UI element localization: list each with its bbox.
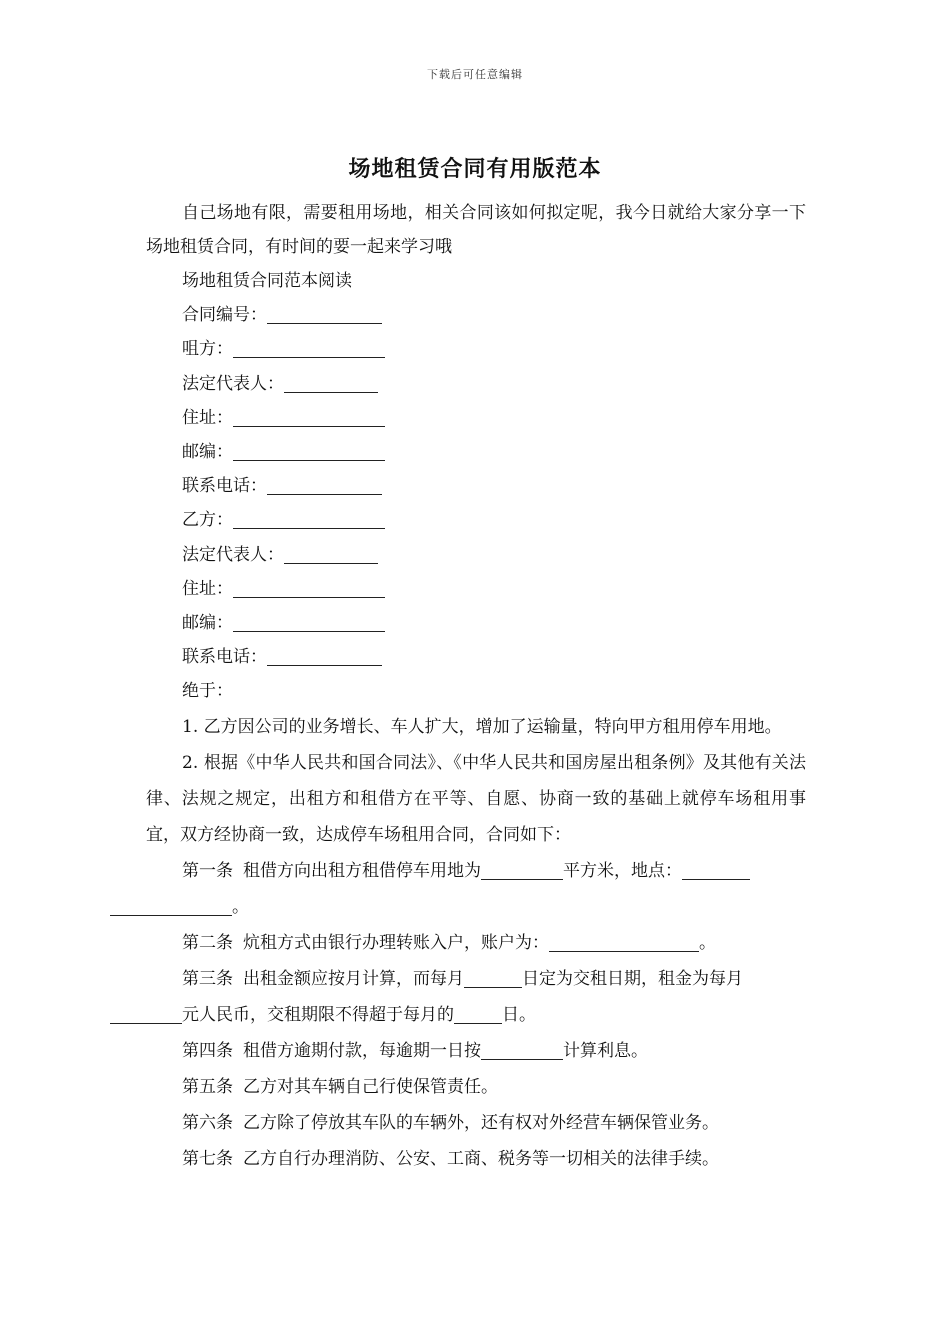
article-5-text: 乙方对其车辆自己行使保管责任。 [243, 1076, 498, 1097]
article-3 [146, 961, 806, 1033]
article-5-number: 第五条 [182, 1076, 233, 1097]
field-label: 咀方： [182, 339, 233, 360]
article-2-number: 第二条 [182, 932, 233, 953]
field-row [146, 640, 806, 674]
paragraph-1: 1. 乙方因公司的业务增长、车人扩大，增加了运输量，特向甲方租用停车用地。 [182, 716, 782, 737]
intro-paragraph: 自己场地有限，需要租用场地，相关合同该如何拟定呢，我今日就给大家分享一下场地租赁合同，有时间的要一起来学习哦 [146, 203, 806, 257]
article-5 [146, 1069, 806, 1105]
field-row [146, 572, 806, 606]
field-label: 合同编号： [182, 305, 267, 326]
field-row [146, 401, 806, 435]
article-2-text-a: 炕租方式由银行办理转账入户，账户为： [243, 932, 549, 953]
field-blank [267, 305, 382, 324]
field-blank [267, 476, 382, 495]
article-3-number: 第三条 [182, 968, 233, 989]
article-1-text-b: 平方米，地点： [563, 860, 682, 881]
article-6-number: 第六条 [182, 1112, 233, 1133]
field-blank [233, 579, 385, 598]
field-row [146, 435, 806, 469]
field-row [146, 298, 806, 332]
article-7-number: 第七条 [182, 1148, 233, 1169]
article-6 [146, 1105, 806, 1141]
article-3-text-c: 元人民币，交租期限不得超于每月的 [182, 1004, 454, 1025]
day-blank [464, 969, 522, 988]
article-3-text-a: 出租金额应按月计算，而每月 [243, 968, 464, 989]
area-blank [481, 861, 563, 880]
article-7 [146, 1141, 806, 1177]
document-title: 场地租赁合同有用版范本 [348, 156, 602, 182]
field-blank [233, 510, 385, 529]
article-7-text: 乙方自行办理消防、公安、工商、税务等一切相关的法律手续。 [243, 1148, 719, 1169]
field-row [146, 367, 806, 401]
field-label: 联系电话： [182, 476, 267, 497]
party-fields [146, 298, 806, 674]
field-blank [233, 408, 385, 427]
article-2-text-b: 。 [699, 932, 716, 953]
field-blank [284, 545, 378, 564]
document-body [146, 196, 806, 1177]
field-label: 乙方： [182, 510, 233, 531]
field-row [146, 469, 806, 503]
field-blank [233, 339, 385, 358]
article-4-number: 第四条 [182, 1040, 233, 1061]
article-4-text-a: 租借方逾期付款，每逾期一日按 [243, 1040, 481, 1061]
field-row [146, 503, 806, 537]
field-label: 联系电话： [182, 647, 267, 668]
field-row [146, 332, 806, 366]
rent-blank [110, 1005, 182, 1024]
article-3-text-d: 日。 [502, 1004, 536, 1025]
field-label: 住址： [182, 578, 233, 599]
location-blank-2 [110, 897, 232, 916]
field-blank [233, 613, 385, 632]
field-row [146, 538, 806, 572]
article-3-text-b: 日定为交租日期，租金为每月 [522, 968, 743, 989]
page-header: 下载后可任意编辑 [427, 68, 523, 81]
paragraph-2: 2. 根据《中华人民共和国合同法》、《中华人民共和国房屋出租条例》及其他有关法律、法规之规定，出租方和租借方在平等、自愿、协商一致的基础上就停车场租用事宜，双方经协商一致，达成停车场租用合同，合同如下： [146, 752, 806, 845]
field-row [146, 606, 806, 640]
article-1-number: 第一条 [182, 860, 233, 881]
article-1-text-c: 。 [232, 896, 249, 917]
location-blank-1 [682, 861, 750, 880]
account-blank [549, 933, 699, 952]
article-1-text-a: 租借方向出租方租借停车用地为 [243, 860, 481, 881]
jueyu-label: 绝于： [182, 681, 233, 702]
field-label: 邮编： [182, 442, 233, 463]
interest-blank [481, 1041, 563, 1060]
article-4-text-b: 计算利息。 [563, 1040, 648, 1061]
subtitle: 场地租赁合同范本阅读 [182, 271, 352, 291]
field-blank [233, 442, 385, 461]
article-6-text: 乙方除了停放其车队的车辆外，还有权对外经营车辆保管业务。 [243, 1112, 719, 1133]
field-blank [267, 647, 382, 666]
field-label: 邮编： [182, 613, 233, 634]
deadline-blank [454, 1005, 502, 1024]
article-1 [146, 853, 806, 925]
article-4 [146, 1033, 806, 1069]
article-2 [146, 925, 806, 961]
field-label: 住址： [182, 407, 233, 428]
field-blank [284, 374, 378, 393]
field-label: 法定代表人： [182, 544, 284, 565]
field-label: 法定代表人： [182, 373, 284, 394]
